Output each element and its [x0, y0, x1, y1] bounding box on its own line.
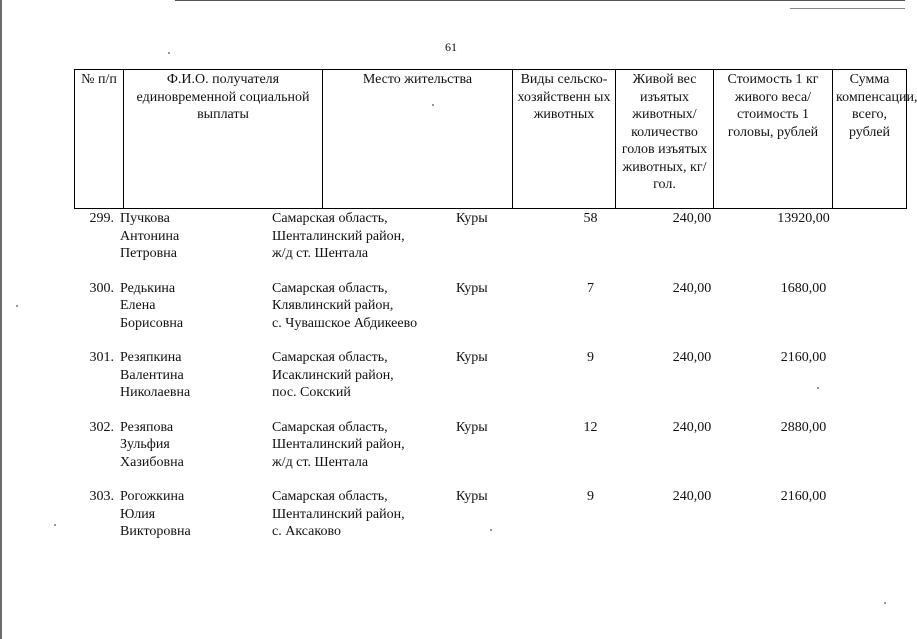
compensation-sum: 2160,00	[780, 350, 827, 365]
residence-address-line: Шенталинский район,	[272, 437, 405, 452]
table-row	[0, 419, 905, 485]
residence-address	[272, 488, 452, 541]
scan-edge-line	[790, 8, 905, 9]
unit-price: 240,00	[672, 489, 712, 504]
header-cell-price: Стоимость 1 кг живого веса/стоимость 1 головы, рублей	[714, 70, 833, 209]
recipient-name	[120, 419, 268, 472]
row-number: 300.	[89, 280, 114, 296]
residence-address-line: Самарская область,	[272, 350, 388, 365]
table-header	[74, 69, 917, 209]
recipient-name	[120, 349, 268, 402]
header-cell-name: Ф.И.О. получателя единовременной социальной выплаты	[124, 70, 323, 209]
residence-address-line: Самарская область,	[272, 489, 388, 504]
residence-address-line: ж/д ст. Шентала	[272, 454, 369, 470]
residence-address-line: Клявлинский район,	[272, 298, 394, 313]
row-number: 299.	[89, 211, 114, 226]
animal-type: Куры	[456, 211, 488, 226]
recipient-name-line: Зульфия	[120, 437, 170, 452]
scan-speck	[54, 524, 56, 526]
row-number: 301.	[89, 350, 114, 365]
scan-speck	[490, 529, 492, 531]
compensation-sum: 2880,00	[780, 419, 827, 435]
scan-speck	[16, 305, 18, 307]
header-cell-weight: Живой вес изъятых животных/ количество голов изъятых животных, кг/гол.	[616, 70, 714, 209]
recipient-name-line: Редькина	[120, 280, 176, 296]
unit-price: 240,00	[672, 419, 712, 435]
residence-address-line: Самарская область,	[272, 211, 388, 226]
weight-quantity: 58	[583, 211, 598, 226]
residence-address	[272, 280, 452, 333]
weight-quantity: 7	[587, 280, 594, 296]
header-row	[75, 70, 907, 209]
table-row	[0, 349, 905, 415]
weight-quantity: 9	[587, 489, 594, 504]
recipient-name-line: Викторовна	[120, 524, 191, 539]
animal-type: Куры	[456, 350, 488, 365]
residence-address-line: с. Аксаково	[272, 524, 341, 539]
animal-type: Куры	[456, 280, 488, 296]
scan-speck	[817, 387, 819, 389]
header-cell-number: № п/п	[75, 70, 124, 209]
header-cell-sum: Сумма компенсации, всего, рублей	[833, 70, 907, 209]
recipient-name-line: Хазибовна	[120, 454, 184, 470]
residence-address-line: Исаклинский район,	[272, 367, 394, 383]
scan-speck	[432, 104, 434, 106]
recipient-name-line: Юлия	[120, 506, 156, 522]
recipient-name-line: Валентина	[120, 367, 184, 383]
residence-address-line: Самарская область,	[272, 419, 388, 435]
recipient-name-line: Резяпова	[120, 419, 174, 435]
recipient-name-line: Николаевна	[120, 385, 191, 400]
table-row	[0, 210, 905, 276]
recipient-name-line: Пучкова	[120, 211, 170, 226]
residence-address	[272, 419, 452, 472]
weight-quantity: 9	[587, 350, 594, 365]
table-row	[0, 280, 905, 346]
residence-address-line: Шенталинский район,	[272, 228, 405, 244]
recipient-name-line: Борисовна	[120, 315, 184, 331]
scan-speck	[884, 602, 886, 604]
residence-address-line: Шенталинский район,	[272, 506, 405, 522]
unit-price: 240,00	[672, 280, 712, 296]
residence-address-line: Самарская область,	[272, 280, 388, 296]
compensation-sum: 1680,00	[780, 280, 827, 296]
recipient-name-line: Рогожкина	[120, 489, 185, 504]
animal-type: Куры	[456, 419, 488, 435]
scan-speck	[168, 52, 170, 54]
row-number: 303.	[89, 489, 114, 504]
table-row	[0, 488, 905, 554]
header-cell-animal-type: Виды сельско-хозяйственн ых животных	[513, 70, 616, 209]
unit-price: 240,00	[672, 211, 712, 226]
row-number: 302.	[89, 419, 114, 435]
recipient-name	[120, 488, 268, 541]
recipient-name	[120, 210, 268, 263]
recipient-name-line: Елена	[120, 298, 156, 313]
page-number: 61	[445, 40, 457, 54]
scan-edge-line	[175, 0, 905, 1]
residence-address	[272, 349, 452, 402]
header-cell-residence: Место жительства	[323, 70, 513, 209]
residence-address-line: ж/д ст. Шентала	[272, 246, 369, 261]
residence-address-line: с. Чувашское Абдикеево	[272, 315, 418, 331]
recipient-name-line: Петровна	[120, 246, 177, 261]
compensation-sum: 2160,00	[780, 489, 827, 504]
recipient-name-line: Резяпкина	[120, 350, 182, 365]
compensation-sum: 13920,00	[777, 211, 830, 226]
unit-price: 240,00	[672, 350, 712, 365]
residence-address	[272, 210, 452, 263]
recipient-name-line: Антонина	[120, 228, 180, 244]
residence-address-line: пос. Сокский	[272, 385, 351, 400]
animal-type: Куры	[456, 489, 488, 504]
weight-quantity: 12	[583, 419, 598, 435]
recipient-name	[120, 280, 268, 333]
